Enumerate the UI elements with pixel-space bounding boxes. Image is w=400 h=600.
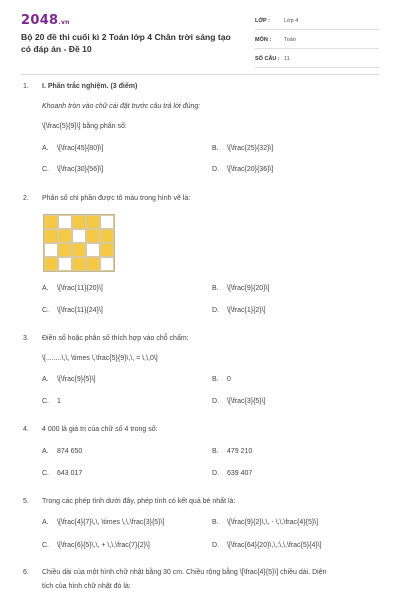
math-expression: \[........\,\, \times \,\frac{5}{9}\,\, = \,\,0\] <box>42 355 158 362</box>
grid-cell-empty <box>86 243 100 257</box>
grid-cell-shaded <box>72 257 86 271</box>
option-text[interactable]: 639 407 <box>227 470 253 477</box>
meta-label: SỐ CÂU : <box>255 56 280 62</box>
grid-cell-empty <box>72 229 86 243</box>
meta-label: MÔN : <box>255 37 272 43</box>
option-letter[interactable]: A. <box>42 519 49 526</box>
grid-cell-shaded <box>72 215 86 229</box>
question-number: 1. <box>23 83 29 90</box>
option-letter[interactable]: A. <box>42 285 49 292</box>
option-text[interactable]: \[\frac{3}{5}\] <box>227 398 266 405</box>
question-prompt: Trong các phép tính dưới đây, phép tính có kết quả bé nhất là: <box>42 498 236 505</box>
question-prompt-line: Chiều dài của một hình chữ nhật bằng 30 cm. Chiều rộng bằng \[\frac{4}{5}\] chiều dài. Diện <box>42 569 327 576</box>
question-number: 4. <box>23 426 29 433</box>
question-prompt: Phân số chỉ phần được tô màu trong hình vẽ là: <box>42 195 191 202</box>
grid-cell-shaded <box>100 243 114 257</box>
grid-cell-shaded <box>86 215 100 229</box>
grid-cell-empty <box>44 243 58 257</box>
option-letter[interactable]: B. <box>212 376 219 383</box>
section-title: I. Phần trắc nghiệm. (3 điểm) <box>42 83 138 90</box>
option-text[interactable]: \[\frac{20}{36}\] <box>227 166 274 173</box>
option-text[interactable]: \[\frac{30}{56}\] <box>57 166 104 173</box>
grid-cell-shaded <box>58 229 72 243</box>
option-letter[interactable]: A. <box>42 145 49 152</box>
option-text[interactable]: \[\frac{9}{2}\,\, - \,\,\frac{4}{5}\] <box>227 519 319 526</box>
option-text[interactable]: \[\frac{11}{24}\] <box>57 307 103 314</box>
question-prompt-line: tích của hình chữ nhật đó là: <box>42 583 131 590</box>
logo-main: 2048 <box>21 13 59 28</box>
option-letter[interactable]: A. <box>42 376 49 383</box>
option-text[interactable]: \[\frac{11}{20}\] <box>57 285 103 292</box>
grid-cell-shaded <box>100 229 114 243</box>
option-letter[interactable]: D. <box>212 398 219 405</box>
option-text[interactable]: 479 210 <box>227 448 253 455</box>
option-letter[interactable]: B. <box>212 285 219 292</box>
option-text[interactable]: 0 <box>227 376 231 383</box>
grid-cell-empty <box>58 215 72 229</box>
option-letter[interactable]: B. <box>212 448 219 455</box>
option-letter[interactable]: A. <box>42 448 49 455</box>
option-text[interactable]: 643 017 <box>57 470 83 477</box>
option-text[interactable]: \[\frac{9}{20}\] <box>227 285 270 292</box>
grid-cell-shaded <box>44 257 58 271</box>
option-text[interactable]: 874 650 <box>57 448 83 455</box>
question-number: 6. <box>23 569 29 576</box>
meta-value: 11 <box>284 56 290 62</box>
option-letter[interactable]: C. <box>42 542 49 549</box>
grid-cell-empty <box>100 257 114 271</box>
option-letter[interactable]: B. <box>212 519 219 526</box>
question-prompt: Điền số hoặc phân số thích hợp vào chỗ chấm: <box>42 335 189 342</box>
option-letter[interactable]: B. <box>212 145 219 152</box>
meta-value: Lớp 4 <box>284 18 299 24</box>
grid-cell-empty <box>58 257 72 271</box>
grid-cell-shaded <box>86 229 100 243</box>
option-text[interactable]: \[\frac{25}{32}\] <box>227 145 274 152</box>
option-text[interactable]: 1 <box>57 398 61 405</box>
option-letter[interactable]: D. <box>212 470 219 477</box>
logo-suffix: .vn <box>58 19 70 26</box>
grid-cell-shaded <box>58 243 72 257</box>
option-letter[interactable]: D. <box>212 166 219 173</box>
grid-cell-shaded <box>44 215 58 229</box>
document-title: Bộ 20 đề thi cuối kì 2 Toán lớp 4 Chân trời sáng tạo có đáp án - Đề 10 <box>21 32 231 54</box>
instruction-text: Khoanh tròn vào chữ cái đặt trước câu trả lời đúng: <box>42 103 201 110</box>
grid-cell-shaded <box>86 257 100 271</box>
option-text[interactable]: \[\frac{64}{20}\,\,:\,\,\frac{5}{4}\] <box>227 542 322 549</box>
option-text[interactable]: \[\frac{45}{80}\] <box>57 145 104 152</box>
option-letter[interactable]: C. <box>42 470 49 477</box>
question-prompt: \[\frac{5}{9}\] bằng phân số: <box>42 123 127 130</box>
option-text[interactable]: \[\frac{4}{7}\,\, \times \,\,\frac{3}{5}\] <box>57 519 165 526</box>
option-letter[interactable]: C. <box>42 166 49 173</box>
grid-cell-shaded <box>44 229 58 243</box>
option-letter[interactable]: D. <box>212 542 219 549</box>
grid-cell-shaded <box>72 243 86 257</box>
question-number: 3. <box>23 335 29 342</box>
option-text[interactable]: \[\frac{6}{5}\,\, + \,\,\frac{7}{2}\] <box>57 542 150 549</box>
shaded-grid-figure <box>43 214 115 272</box>
question-number: 5. <box>23 498 29 505</box>
meta-label: LỚP : <box>255 18 270 24</box>
option-letter[interactable]: C. <box>42 307 49 314</box>
grid-cell-empty <box>100 215 114 229</box>
question-number: 2. <box>23 195 29 202</box>
option-text[interactable]: \[\frac{9}{5}\] <box>57 376 96 383</box>
question-prompt: 4 000 là giá trị của chữ số 4 trong số: <box>42 426 158 433</box>
option-letter[interactable]: C. <box>42 398 49 405</box>
meta-value: Toán <box>284 37 296 43</box>
option-letter[interactable]: D. <box>212 307 219 314</box>
option-text[interactable]: \[\frac{1}{2}\] <box>227 307 266 314</box>
